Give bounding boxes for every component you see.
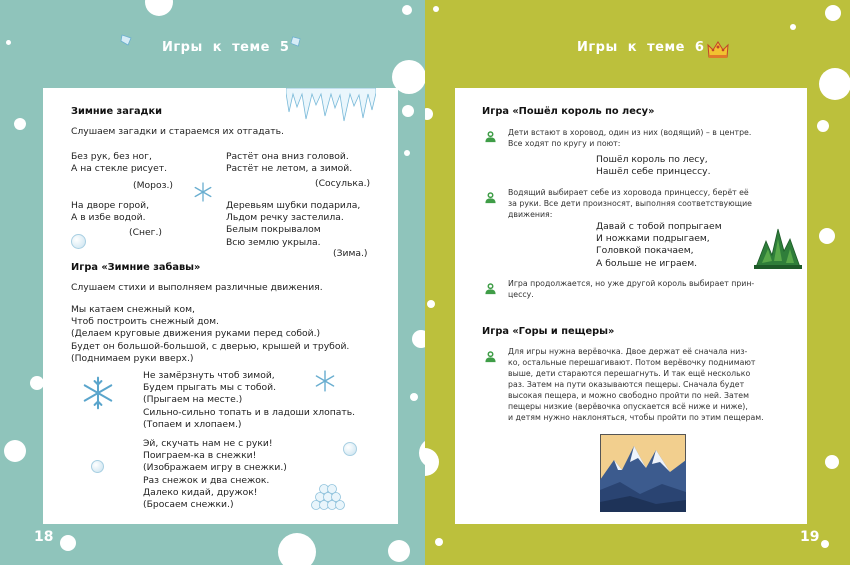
snowball-icon xyxy=(71,234,86,249)
instruction-text: Водящий выбирает себе из хоровода принцессу, берёт её за руки. Все дети произносят, выполняя соответствующие движения: xyxy=(508,188,752,219)
snowball-pyramid-icon xyxy=(311,484,345,510)
riddle-2: Растёт она вниз головой. Растёт не летом, а зимой. xyxy=(226,151,353,175)
poem-3: Эй, скучать нам не с руки! Поиграем-ка в снежки! (Изображаем игру в снежки.) Раз снежок и два снежок. Далеко кидай, дружок! (Бросаем снежки.) xyxy=(143,438,287,511)
snowball-icon xyxy=(343,442,357,456)
ice-crystal-icon xyxy=(120,34,132,46)
page-number: 19 xyxy=(800,529,820,545)
snowflake-icon xyxy=(314,370,336,392)
instruction-text: Для игры нужна верёвочка. Двое держат её сначала низ- ко, остальные перешагивают. Потом верёвочку поднимают выше, дети стараются перешагнуть. И так ещё несколько раз. Затем на пути оказываются пещеры. Сначала будет высокая пещера, и можно свободно пройти по ней. Затем пещеры низкие (верёвочка опускается всё ниже и ниже), и детям нужно наклоняться, чтобы пройти по этим пещерам. xyxy=(508,347,764,422)
crown-icon xyxy=(707,40,729,60)
person-pin-icon xyxy=(484,350,497,363)
instruction-text: Дети встают в хоровод, один из них (водящий) – в центре. Все ходят по кругу и поют: xyxy=(508,128,752,148)
section-title: Игра «Горы и пещеры» xyxy=(482,326,615,337)
section-intro: Слушаем стихи и выполняем различные движения. xyxy=(71,282,323,293)
person-pin-icon xyxy=(484,191,497,204)
snowflake-icon xyxy=(81,376,115,410)
instruction-text: Игра продолжается, но уже другой король выбирает прин- цессу. xyxy=(508,279,755,299)
right-page xyxy=(425,0,850,565)
page-header: Игры к теме 6 xyxy=(577,40,705,55)
poem-2: Не замёрзнуть чтоб зимой, Будем прыгать мы с тобой. (Прыгаем на месте.) Сильно-сильно топать и в ладоши хлопать. (Топаем и хлопаем.) xyxy=(143,370,356,430)
section-title: Зимние загадки xyxy=(71,106,162,117)
section-title: Игра «Пошёл король по лесу» xyxy=(482,106,655,117)
page-number: 18 xyxy=(34,529,54,545)
section-title: Игра «Зимние забавы» xyxy=(71,262,201,273)
riddle-3-answer: (Снег.) xyxy=(129,227,162,238)
snowflake-icon xyxy=(193,182,213,202)
ice-crystal-icon xyxy=(290,36,301,47)
song-text: Пошёл король по лесу, Нашёл себе принцессу. xyxy=(596,154,711,178)
content-panel xyxy=(43,88,398,524)
content-panel xyxy=(455,88,807,524)
mountains-icon xyxy=(600,434,686,512)
riddle-2-answer: (Сосулька.) xyxy=(315,178,371,189)
page-header: Игры к теме 5 xyxy=(162,40,290,55)
person-pin-icon xyxy=(484,130,497,143)
section-intro: Слушаем загадки и стараемся их отгадать. xyxy=(71,126,284,137)
song-text: Давай с тобой попрыгаем И ножками подрыгаем, Головкой покачаем, А больше не играем. xyxy=(596,221,722,269)
person-pin-icon xyxy=(484,282,497,295)
poem-1: Мы катаем снежный ком, Чтоб построить снежный дом. (Делаем круговые движения руками перед собой.) Будет он большой-большой, с дверью, крышей и трубой. (Поднимаем руки вверх.) xyxy=(71,304,350,364)
riddle-3: На дворе горой, А в избе водой. xyxy=(71,200,150,224)
bush-icon xyxy=(752,221,804,271)
riddle-1: Без рук, без ног, А на стекле рисует. xyxy=(71,151,168,175)
riddle-1-answer: (Мороз.) xyxy=(133,180,173,191)
snowball-icon xyxy=(91,460,104,473)
riddle-4-answer: (Зима.) xyxy=(333,248,368,259)
riddle-4: Деревьям шубки подарила, Льдом речку застелила. Белым покрывалом Всю землю укрыла. xyxy=(226,200,361,248)
icicles-icon xyxy=(286,88,376,122)
